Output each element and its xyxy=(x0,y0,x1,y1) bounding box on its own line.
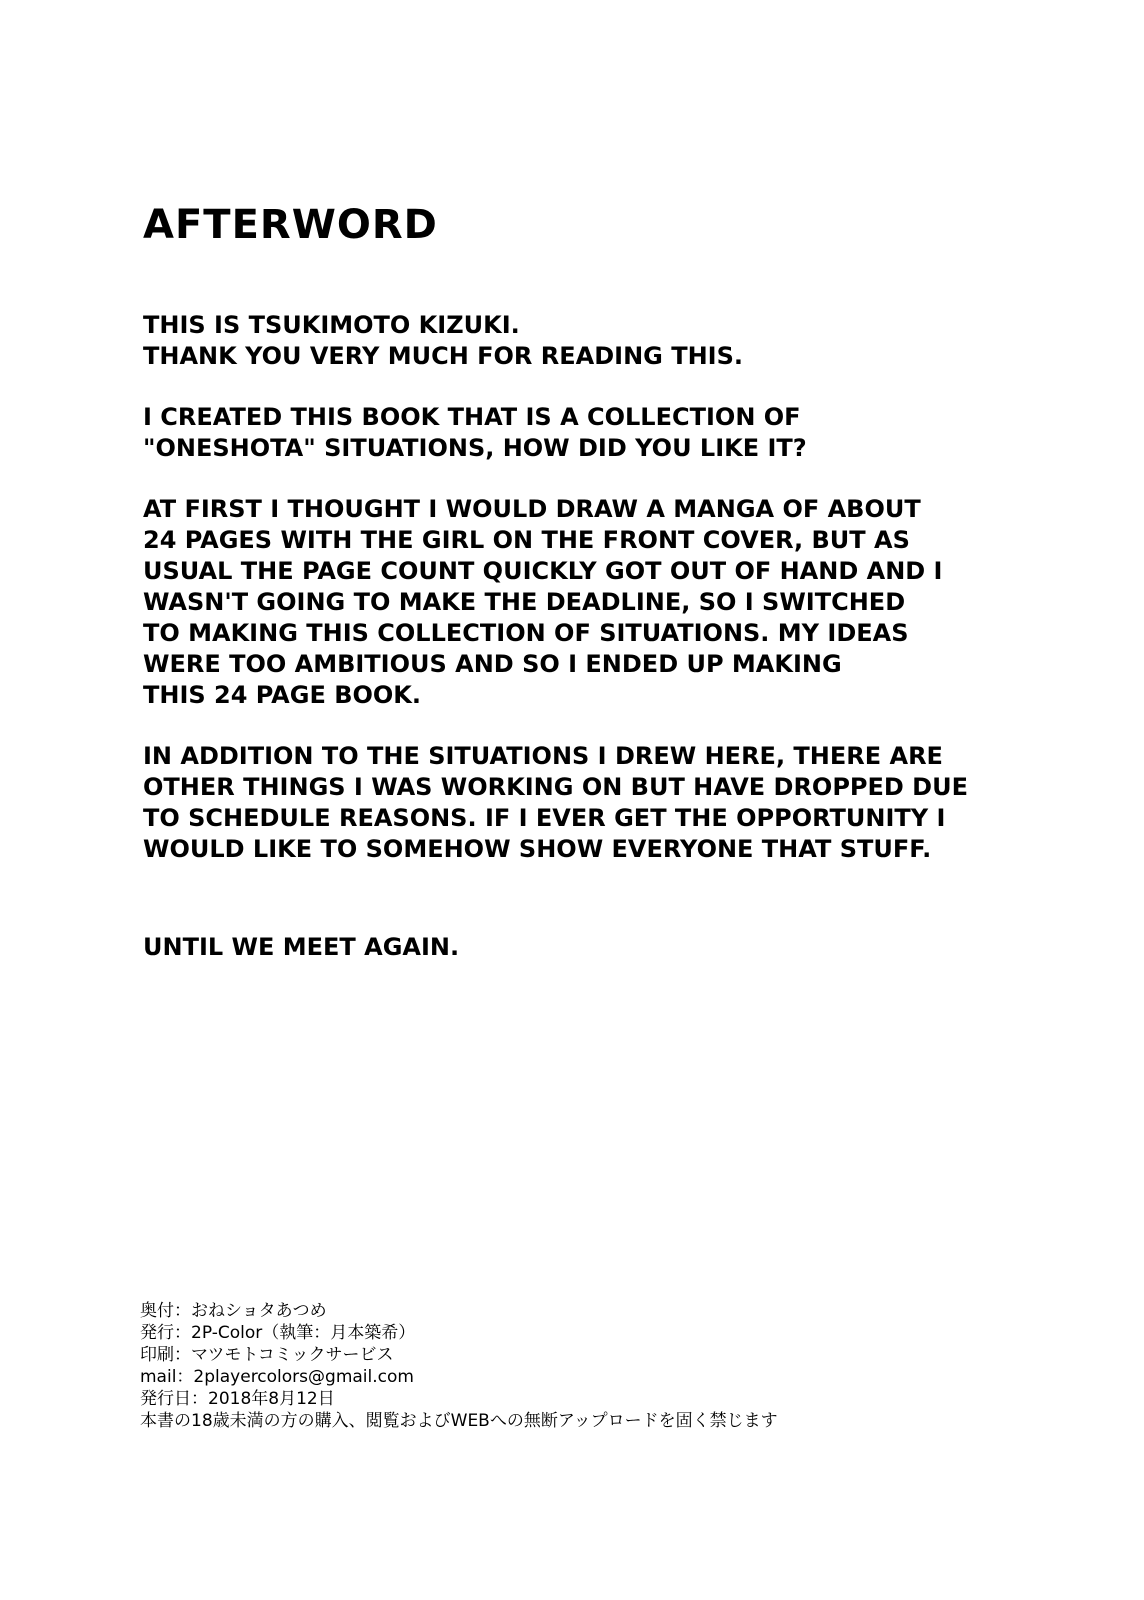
text-line: THIS 24 PAGE BOOK. xyxy=(143,681,422,709)
text-line: USUAL THE PAGE COUNT QUICKLY GOT OUT OF HAND AND I xyxy=(143,557,943,585)
text-line: WOULD LIKE TO SOMEHOW SHOW EVERYONE THAT STUFF. xyxy=(143,835,932,863)
colophon-title: 奥付：おねショタあつめ xyxy=(140,1301,327,1321)
colophon-publisher: 発行：2P-Color（執筆：月本築希） xyxy=(140,1323,416,1343)
text-line: IN ADDITION TO THE SITUATIONS I DREW HERE, THERE ARE xyxy=(143,742,943,770)
text-line: "ONESHOTA" SITUATIONS, HOW DID YOU LIKE IT? xyxy=(143,434,807,462)
page-title: AFTERWORD xyxy=(143,202,438,248)
text-line: 24 PAGES WITH THE GIRL ON THE FRONT COVER, BUT AS xyxy=(143,526,910,554)
colophon xyxy=(140,1300,778,1432)
text-line: TO MAKING THIS COLLECTION OF SITUATIONS. MY IDEAS xyxy=(143,619,909,647)
colophon-printer: 印刷：マツモトコミックサービス xyxy=(140,1345,394,1365)
colophon-email: mail：2playercolors@gmail.com xyxy=(140,1367,414,1387)
text-line: TO SCHEDULE REASONS. IF I EVER GET THE OPPORTUNITY I xyxy=(143,804,946,832)
text-line: WASN'T GOING TO MAKE THE DEADLINE, SO I SWITCHED xyxy=(143,588,906,616)
text-line: THIS IS TSUKIMOTO KIZUKI. xyxy=(143,311,520,339)
paragraph-collection xyxy=(143,402,1083,464)
text-line: THANK YOU VERY MUCH FOR READING THIS. xyxy=(143,342,743,370)
paragraph-additional xyxy=(143,741,1083,865)
paragraph-greeting xyxy=(143,310,1083,372)
text-line: WERE TOO AMBITIOUS AND SO I ENDED UP MAKING xyxy=(143,650,842,678)
afterword-body xyxy=(143,310,1083,895)
paragraph-background xyxy=(143,494,1083,711)
text-line: OTHER THINGS I WAS WORKING ON BUT HAVE DROPPED DUE xyxy=(143,773,968,801)
text-line: I CREATED THIS BOOK THAT IS A COLLECTION OF xyxy=(143,403,801,431)
colophon-notice: 本書の18歳未満の方の購入、閲覧およびWEBへの無断アップロードを固く禁じます xyxy=(140,1411,778,1431)
text-line: AT FIRST I THOUGHT I WOULD DRAW A MANGA OF ABOUT xyxy=(143,495,921,523)
colophon-publish-date: 発行日：2018年8月12日 xyxy=(140,1389,335,1409)
closing-line: UNTIL WE MEET AGAIN. xyxy=(143,933,460,961)
